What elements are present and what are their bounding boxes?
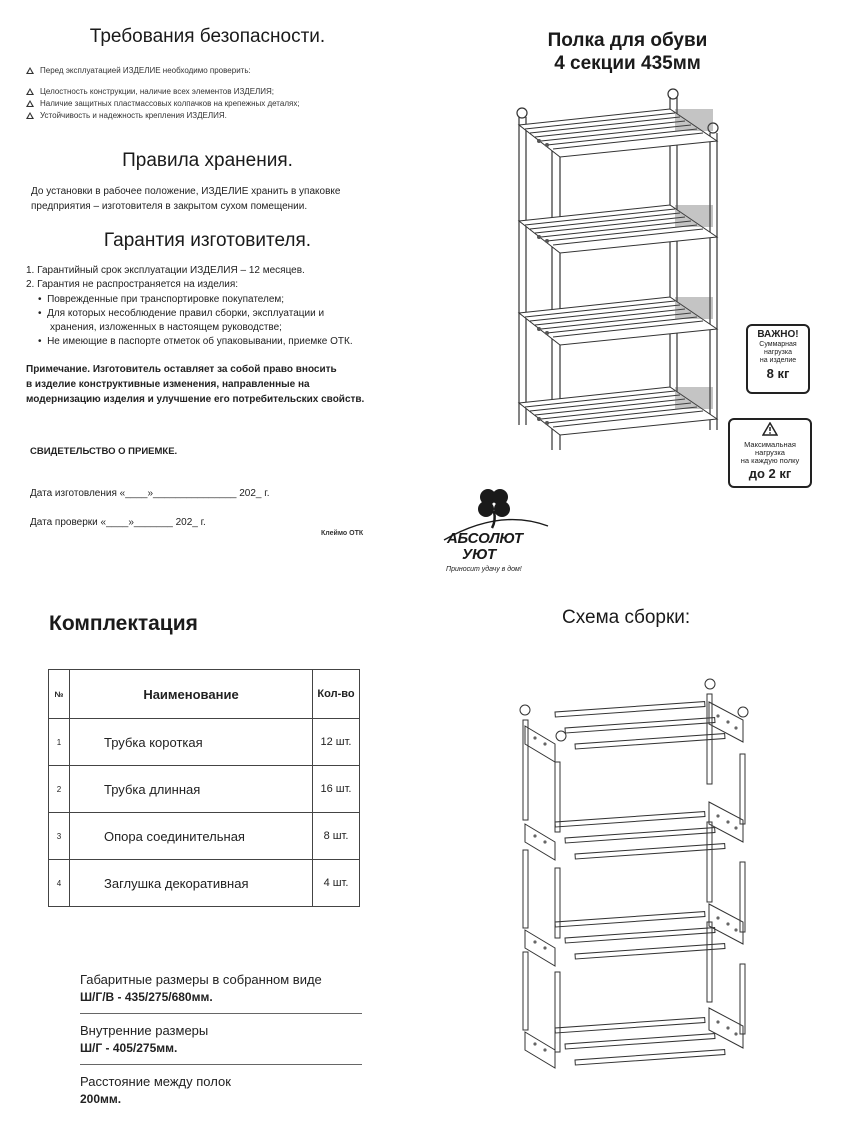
safety-item: Устойчивость и надежность крепления ИЗДЕЛИЯ.: [26, 110, 227, 121]
warning-icon: [26, 100, 34, 107]
max-load-line: на каждую полку: [740, 456, 800, 465]
row-name: Опора соединительная: [70, 813, 313, 860]
warranty-bullet: • Для которых несоблюдение правил сборки, эксплуатации и: [38, 308, 325, 319]
warranty-note-line: Примечание. Изготовитель оставляет за собой право вносить: [26, 364, 337, 375]
brand-name-line: УЮТ: [462, 546, 497, 563]
row-no: 2: [49, 766, 70, 813]
divider: [80, 1064, 362, 1065]
row-name: Заглушка декоративная: [70, 860, 313, 907]
storage-text-line: предприятия – изготовителя в закрытом сухом помещении.: [31, 201, 308, 212]
check-date: Дата проверки «____»_______ 202_ г.: [30, 517, 206, 528]
warranty-note-line: в изделие конструктивные изменения, направленные на: [26, 379, 310, 390]
max-load-line: Максимальная: [744, 440, 796, 449]
column-header-no: №: [49, 670, 70, 719]
table-header-row: [49, 670, 360, 719]
row-qty: 16 шт.: [313, 766, 360, 813]
shelf-spacing-label: Расстояние между полок: [80, 1074, 231, 1089]
max-load-line: нагрузка: [755, 448, 785, 457]
row-qty: 12 шт.: [313, 719, 360, 766]
row-no: 3: [49, 813, 70, 860]
safety-intro: Перед эксплуатацией ИЗДЕЛИЕ необходимо проверить:: [26, 65, 251, 76]
warning-icon: [26, 67, 34, 74]
storage-text-line: До установки в рабочее положение, ИЗДЕЛИЕ хранить в упаковке: [31, 186, 341, 197]
important-badge-line: Суммарная: [759, 341, 797, 348]
brand-slogan: Приносит удачу в дом!: [446, 566, 522, 573]
divider: [80, 1013, 362, 1014]
kit-table: [48, 669, 360, 907]
assembly-title: Схема сборки:: [562, 607, 691, 628]
inner-dimensions-value: Ш/Г - 405/275мм.: [80, 1041, 178, 1055]
product-title-line: Полка для обуви: [547, 30, 708, 51]
safety-item: Целостность конструкции, наличие всех элементов ИЗДЕЛИЯ;: [26, 86, 274, 97]
warranty-bullet-cont: хранения, изложенных в настоящем руководстве;: [50, 322, 282, 333]
column-header-qty: Кол-во: [313, 670, 360, 719]
row-name: Трубка длинная: [70, 766, 313, 813]
max-load-value: до 2 кг: [748, 466, 792, 481]
row-name: Трубка короткая: [70, 719, 313, 766]
row-qty: 8 шт.: [313, 813, 360, 860]
inner-dimensions-label: Внутренние размеры: [80, 1023, 209, 1038]
shelf-spacing-value: 200мм.: [80, 1092, 122, 1106]
warranty-bullet: • Поврежденные при транспортировке покупателем;: [38, 294, 285, 305]
assembly-diagram: [515, 672, 760, 1112]
row-no: 4: [49, 860, 70, 907]
assembled-shelf-drawing: [505, 85, 730, 455]
acceptance-title: СВИДЕТЕЛЬСТВО О ПРИЕМКЕ.: [30, 446, 178, 457]
product-title-line: 4 секции 435мм: [554, 53, 701, 74]
overall-dimensions-value: Ш/Г/В - 435/275/680мм.: [80, 990, 213, 1004]
warranty-title: Гарантия изготовителя.: [103, 230, 312, 251]
important-badge-line: на изделие: [759, 357, 797, 364]
kit-title: Комплектация: [49, 612, 198, 635]
warranty-line: 1. Гарантийный срок эксплуатации ИЗДЕЛИЯ – 12 месяцев.: [26, 265, 305, 276]
overall-dimensions-label: Габаритные размеры в собранном виде: [80, 972, 322, 987]
warning-icon: [26, 88, 34, 95]
warning-icon: [26, 112, 34, 119]
important-badge-title: ВАЖНО!: [757, 329, 799, 340]
warranty-line: 2. Гарантия не распространяется на изделия:: [26, 279, 239, 290]
warranty-note-line: модернизацию изделия и улучшение его потребительских свойств.: [26, 394, 365, 405]
storage-title: Правила хранения.: [122, 150, 293, 171]
manufacture-date: Дата изготовления «____»_______________ 202_ г.: [30, 488, 270, 499]
table-row: [49, 719, 360, 766]
max-load-badge: [728, 418, 812, 488]
safety-title: Требования безопасности.: [89, 26, 326, 47]
column-header-name: Наименование: [70, 670, 313, 719]
table-row: [49, 813, 360, 860]
row-no: 1: [49, 719, 70, 766]
warning-icon: [762, 422, 778, 436]
table-row: [49, 860, 360, 907]
important-badge-line: нагрузка: [764, 349, 792, 356]
important-badge-value: 8 кг: [766, 366, 790, 381]
important-badge: [746, 324, 810, 394]
stamp-label: Клеймо ОТК: [321, 530, 364, 537]
table-row: [49, 766, 360, 813]
safety-item: Наличие защитных пластмассовых колпачков на крепежных деталях;: [26, 98, 300, 109]
brand-name-line: АБСОЛЮТ: [447, 530, 523, 547]
row-qty: 4 шт.: [313, 860, 360, 907]
warranty-bullet: • Не имеющие в паспорте отметок об упаковывании, приемке ОТК.: [38, 336, 353, 347]
